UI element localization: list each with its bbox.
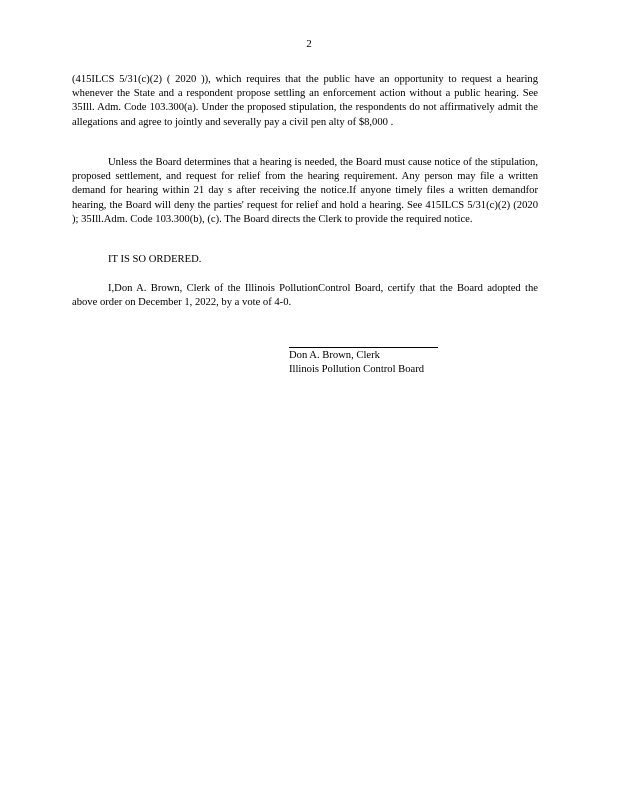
paragraph-notice-text: Unless the Board determines that a hearing is needed, the Board must cause notice of the stipulation, proposed settlement, and request for relief from the hearing requirement. Any person may file a written demand for hearing within 21 day s after receiving the notice.If anyone timely files a written demandfor hearing, the Board will deny the parties' request for relief and hold a hearing. See 415ILCS 5/31(c)(2) (2020 ); 35Ill.Adm. Code 103.300(b), (c). The Board directs the Clerk to provide the required notice. (72, 157, 538, 225)
signer-name-title: Don A. Brown, Clerk (289, 350, 380, 361)
paragraph-notice (72, 156, 538, 227)
signature-line (289, 347, 438, 348)
signer-organization: Illinois Pollution Control Board (289, 364, 425, 375)
so-ordered: IT IS SO ORDERED. (108, 254, 202, 265)
certification-paragraph (72, 282, 538, 310)
page-number: 2 (306, 38, 312, 50)
certification-text: I,Don A. Brown, Clerk of the Illinois PollutionControl Board, certify that the Board adopted the above order on December 1, 2022, by a vote of 4-0. (72, 283, 538, 309)
paragraph-hearing-requirement: (415ILCS 5/31(c)(2) ( 2020 )), which requires that the public have an opportunity to request a hearing whenever the State and a respondent propose settling an enforcement action without a public hearing. See 35Ill. Adm. Code 103.300(a). Under the proposed stipulation, the respondents do not affirmatively admit the allegations and agree to jointly and severally pay a civil pen alty of $8,000 . (72, 74, 538, 128)
signature-block (289, 349, 509, 377)
